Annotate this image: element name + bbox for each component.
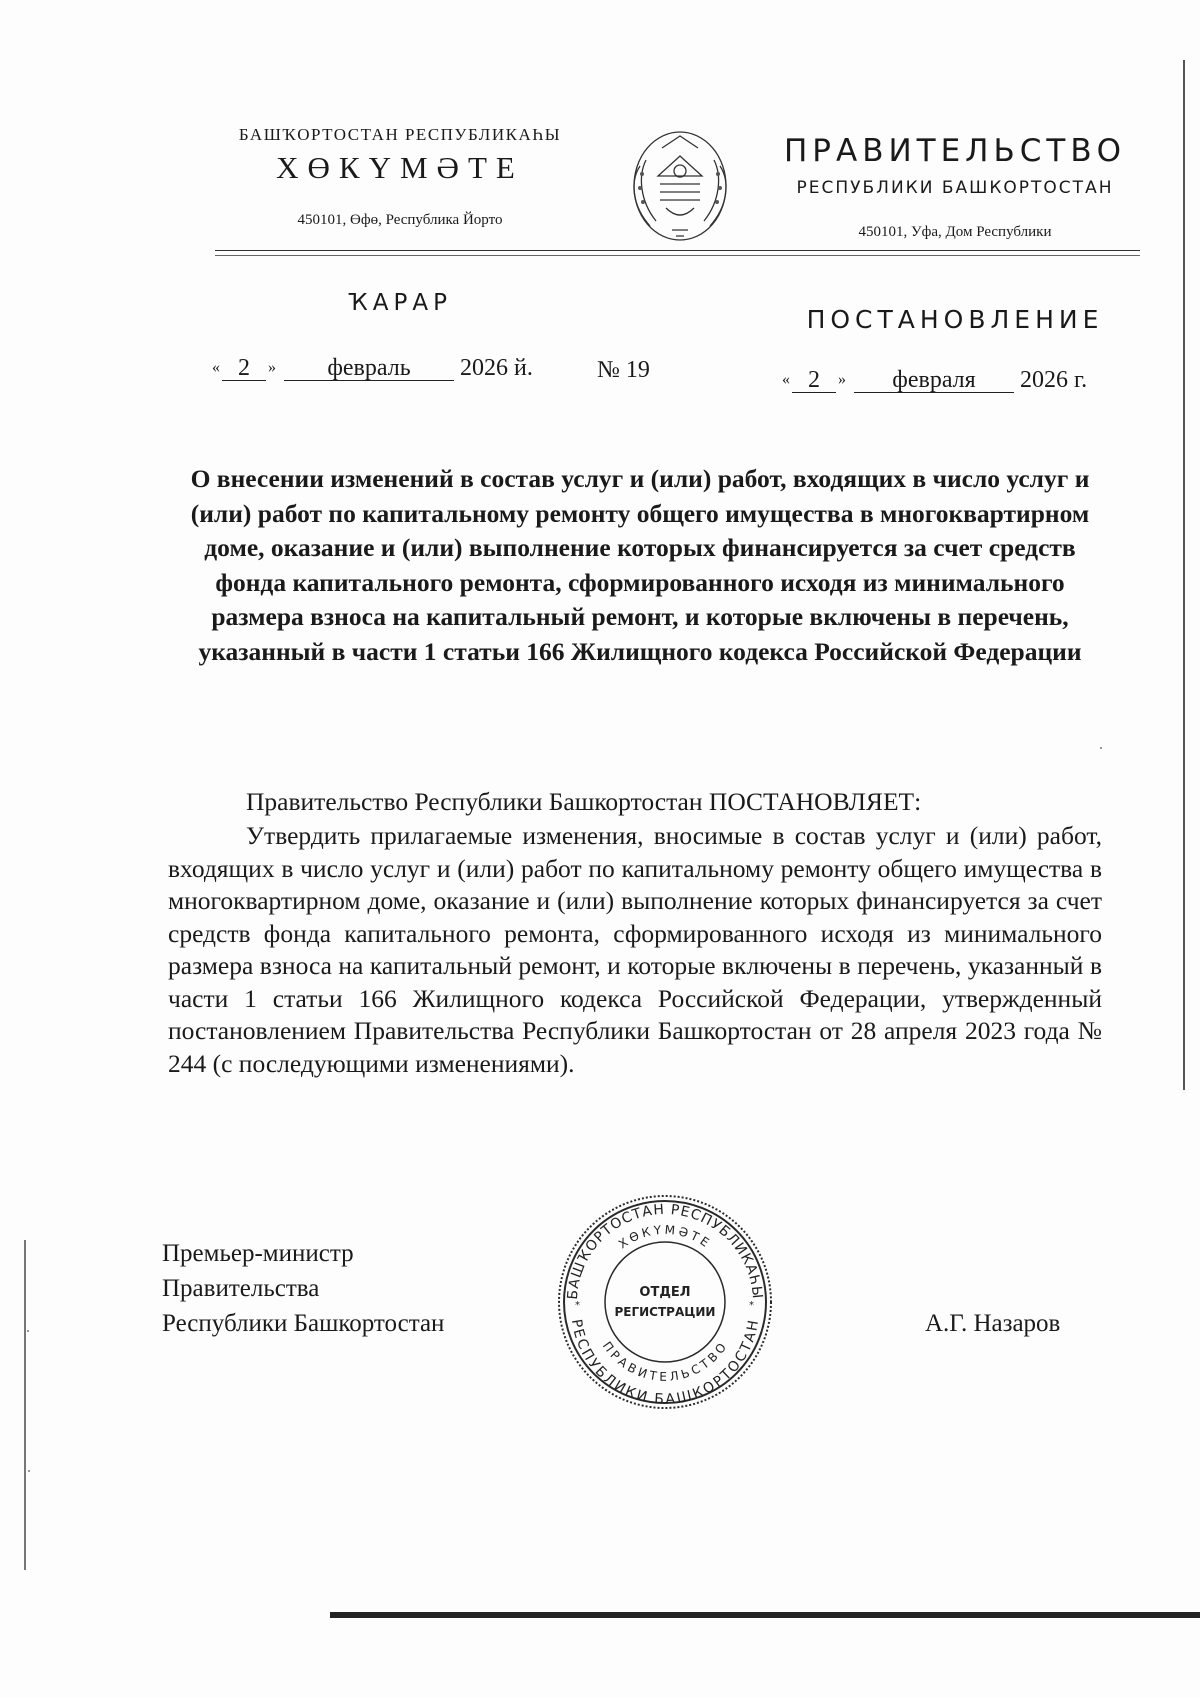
date-right: « 2 » февраля 2026 г. xyxy=(782,367,1088,393)
seal-inner-bottom-text: ПРАВИТЕЛЬСТВО xyxy=(599,1339,731,1384)
header-right-address: 450101, Уфа, Дом Республики xyxy=(858,224,1052,240)
seal-outer-bottom-text: РЕСПУБЛИКИ БАШКОРТОСТАН xyxy=(567,1318,763,1408)
header-divider xyxy=(215,250,1140,251)
signatory-name: А.Г. Назаров xyxy=(925,1310,1061,1337)
body-intro: Правительство Республики Башкортостан ПОСТАНОВЛЯЕТ: xyxy=(246,787,922,816)
header-right-line2: РЕСПУБЛИКИ БАШКОРТОСТАН xyxy=(796,178,1114,198)
scan-speck xyxy=(28,1470,30,1472)
scan-speck xyxy=(27,1330,29,1332)
doc-type-right: ПОСТАНОВЛЕНИЕ xyxy=(806,305,1104,334)
date-left-year: 2026 й. xyxy=(460,355,533,381)
header-left-line1: БАШҠОРТОСТАН РЕСПУБЛИКАҺЫ xyxy=(238,125,562,144)
seal-center-line2: РЕГИСТРАЦИИ xyxy=(614,1305,716,1319)
doc-type-left: ҠАРАР xyxy=(348,290,452,316)
date-right-month: февраля xyxy=(854,368,1014,393)
date-right-year: 2026 г. xyxy=(1020,367,1088,393)
scan-edge-left xyxy=(24,1240,26,1570)
signature-position-line: Правительства xyxy=(162,1275,320,1302)
svg-text:РЕСПУБЛИКИ БАШКОРТОСТАН xyxy=(568,1318,762,1408)
signature-position xyxy=(162,1236,444,1341)
header-right-line1: ПРАВИТЕЛЬСТВО xyxy=(783,133,1127,169)
signature-position-line: Премьер-министр xyxy=(162,1240,354,1267)
scan-edge-bottom xyxy=(330,1612,1200,1618)
date-left-month: февраль xyxy=(284,356,454,381)
registration-seal xyxy=(555,1192,775,1412)
header-divider-thin xyxy=(215,255,1140,256)
date-left-day: 2 xyxy=(222,356,266,381)
seal-outer-top-text: БАШҠОРТОСТАН РЕСПУБЛИКАҺЫ xyxy=(564,1201,766,1301)
signature-position-line: Республики Башкортостан xyxy=(162,1310,445,1337)
svg-text:ХӨКҮМӘТЕ xyxy=(616,1223,714,1252)
seal-star-icon: * xyxy=(575,1300,580,1311)
header-left-line2: ХӨКҮМӘТЕ xyxy=(276,150,524,185)
seal-star-icon: * xyxy=(749,1300,754,1311)
coat-of-arms-icon xyxy=(610,126,750,246)
seal-center-line1: ОТДЕЛ xyxy=(639,1285,691,1300)
document-title: О внесении изменений в состав услуг и (или) работ, входящих в число услуг и (или) работ по капитальному ремонту общего имущества в многоквартирном доме, оказание и (или) выполнение которых финансируется за счет средств фонда капитального ремонта, сформированного исходя из минимального размера взноса на капитальный ремонт, и которые включены в перечень, указанный в части 1 статьи 166 Жилищного кодекса Российской Федерации xyxy=(190,464,1090,666)
seal-inner-top-text: ХӨКҮМӘТЕ xyxy=(615,1222,715,1252)
body-paragraph: Утвердить прилагаемые изменения, вносимые в состав услуг и (или) работ, входящих в число услуг и (или) работ по капитальному ремонту общего имущества в многоквартирном доме, оказание и (или) выполнение которых финансируется за счет средств фонда капитального ремонта, сформированного исходя из минимального размера взноса на капитальный ремонт, и которые включены в перечень, указанный в части 1 статьи 166 Жилищного кодекса Российской Федерации, утвержденный постановлением Правительства Республики Башкортостан от 28 апреля 2023 года № 244 (с последующими изменениями). xyxy=(168,821,1102,1078)
header-left-address: 450101, Өфө, Республика Йорто xyxy=(297,212,503,228)
document-number: № 19 xyxy=(597,357,650,383)
scan-edge-right xyxy=(1183,60,1185,1090)
date-right-day: 2 xyxy=(792,368,836,393)
date-left: « 2 » февраль 2026 й. xyxy=(212,355,533,381)
scan-speck xyxy=(1100,747,1102,749)
